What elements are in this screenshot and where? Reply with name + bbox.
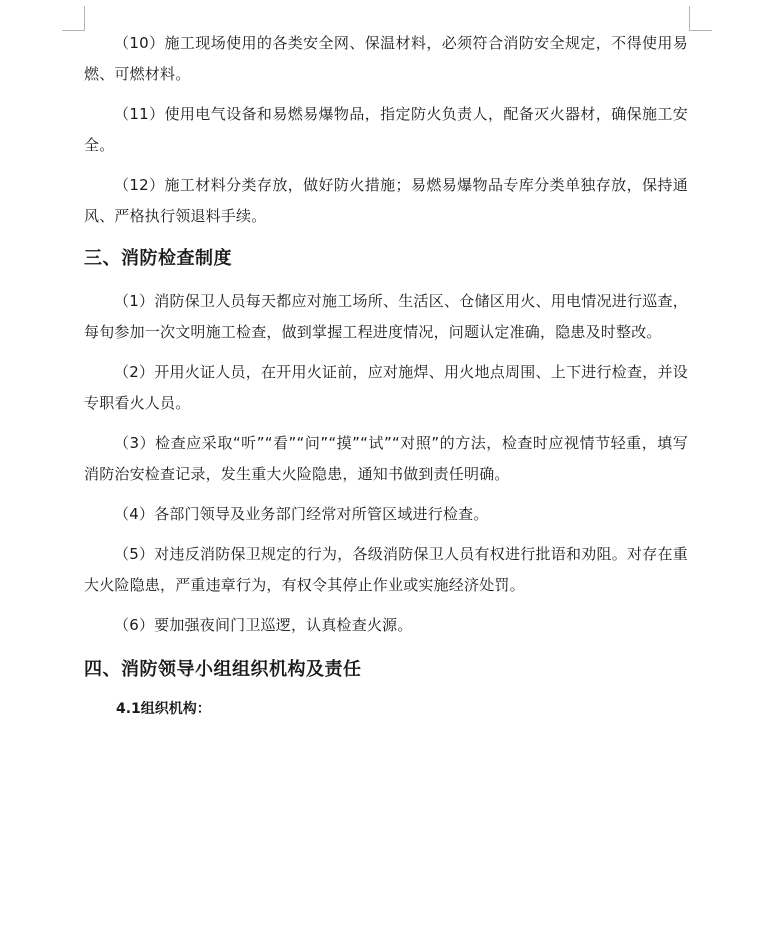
paragraph: （2）开用火证人员，在开用火证前，应对施焊、用火地点周围、上下进行检查，并设专职看火人员。 bbox=[84, 363, 688, 412]
section-heading: 三、消防检查制度 bbox=[84, 248, 232, 269]
paragraph: （3）检查应采取“听”“看”“问”“摸”“试”“对照”的方法，检查时应视情节轻重，填写消防治安检查记录，发生重大火险隐患，通知书做到责任明确。 bbox=[84, 434, 688, 483]
paragraph: （1）消防保卫人员每天都应对施工场所、生活区、仓储区用火、用电情况进行巡查，每旬参加一次文明施工检查，做到掌握工程进度情况，问题认定准确，隐患及时整改。 bbox=[84, 292, 688, 341]
section-heading: 四、消防领导小组组织机构及责任 bbox=[84, 659, 362, 680]
subsection-heading: 4.1组织机构： bbox=[116, 701, 211, 717]
paragraph: （11）使用电气设备和易燃易爆物品，指定防火负责人，配备灭火器材，确保施工安全。 bbox=[84, 105, 688, 154]
paragraph: （10）施工现场使用的各类安全网、保温材料，必须符合消防安全规定，不得使用易燃、可燃材料。 bbox=[84, 34, 688, 83]
paragraph: （12）施工材料分类存放，做好防火措施；易燃易爆物品专库分类单独存放，保持通风、严格执行领退料手续。 bbox=[84, 176, 688, 225]
paragraph: （4）各部门领导及业务部门经常对所管区域进行检查。 bbox=[114, 505, 489, 523]
paragraph: （5）对违反消防保卫规定的行为，各级消防保卫人员有权进行批语和劝阻。对存在重大火险隐患，严重违章行为，有权令其停止作业或实施经济处罚。 bbox=[84, 545, 688, 594]
page-corner-mark-top-right bbox=[689, 6, 712, 31]
page-corner-mark-top-left bbox=[62, 6, 85, 31]
document-body bbox=[84, 28, 688, 723]
paragraph: （6）要加强夜间门卫巡逻，认真检查火源。 bbox=[114, 616, 413, 634]
